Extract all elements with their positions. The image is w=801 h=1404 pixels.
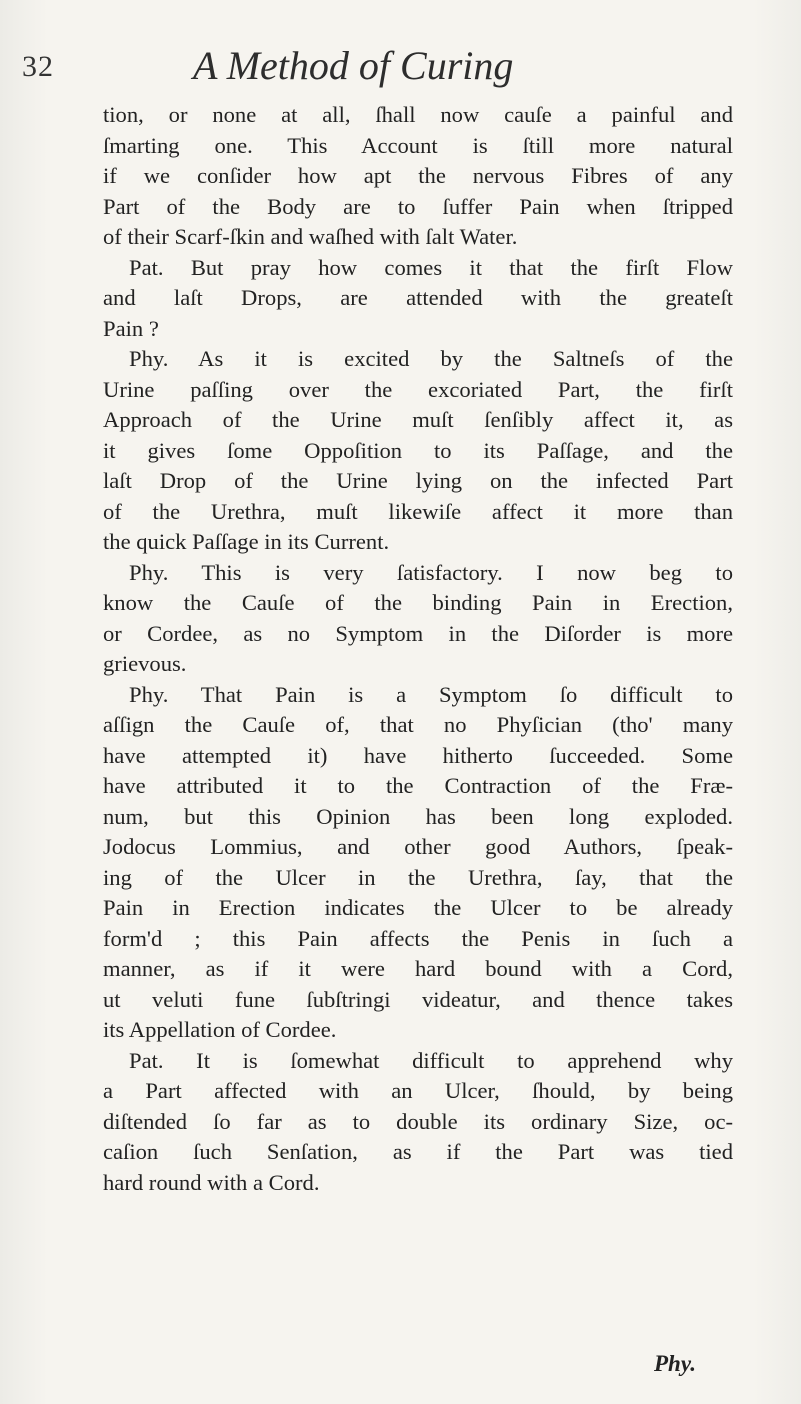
text-line: aſſign the Cauſe of, that no Phyſician (tho' many [103,712,733,737]
text-line: ut veluti fune ſubſtringi videatur, and thence takes [103,986,733,1012]
text-line: tion, or none at all, ſhall now cauſe a painful and [103,102,733,127]
text-line: if we conſider how apt the nervous Fibres of any [103,163,733,188]
page-number: 32 [22,50,54,83]
text-line: ing of the Ulcer in the Urethra, ſay, that the [103,864,733,890]
text-line: Phy. This is very ſatisfactory. I now beg to [129,559,733,585]
text-line: a Part affected with an Ulcer, ſhould, by being [103,1078,733,1103]
text-line: Pain in Erection indicates the Ulcer to be already [103,895,733,920]
text-line: ſmarting one. This Account is ſtill more natural [103,132,733,158]
text-line: laſt Drop of the Urine lying on the infected Part [103,468,733,493]
text-line: of their Scarf-ſkin and waſhed with ſalt Water. [103,224,518,249]
text-line: Pat. But pray how comes it that the firſt Flow [129,254,733,280]
text-line: Pain ? [103,315,159,341]
text-line: manner, as if it were hard bound with a Cord, [103,956,733,981]
text-line: Jodocus Lommius, and other good Authors, ſpeak- [103,834,733,859]
text-line: diſtended ſo far as to double its ordinary Size, oc- [103,1108,733,1134]
text-line: Approach of the Urine muſt ſenſibly affect it, as [103,407,733,432]
text-line: form'd ; this Pain affects the Penis in ſuch a [103,925,733,951]
text-line: Phy. As it is excited by the Saltneſs of the [129,346,733,371]
text-line: Pat. It is ſomewhat difficult to apprehend why [129,1047,733,1073]
text-line: and laſt Drops, are attended with the greateſt [103,285,733,310]
running-head: A Method of Curing [193,43,514,88]
text-line: it gives ſome Oppoſition to its Paſſage, and the [103,437,733,463]
text-line: of the Urethra, muſt likewiſe affect it more than [103,498,733,524]
text-line: Urine paſſing over the excoriated Part, the firſt [103,376,733,402]
catchword: Phy. [654,1351,696,1376]
text-line: its Appellation of Cordee. [103,1017,337,1042]
text-line: Part of the Body are to ſuffer Pain when ſtripped [103,193,733,219]
text-line: know the Cauſe of the binding Pain in Erection, [103,590,733,615]
text-line: num, but this Opinion has been long exploded. [103,803,733,829]
text-line: hard round with a Cord. [103,1169,320,1195]
text-line: or Cordee, as no Symptom in the Diſorder is more [103,620,733,646]
text-line: grievous. [103,651,187,676]
text-line: the quick Paſſage in its Current. [103,529,390,554]
body-text [103,100,733,1198]
text-line: have attributed it to the Contraction of the Fræ- [103,773,733,798]
text-line: Phy. That Pain is a Symptom ſo difficult to [129,681,733,707]
text-line: have attempted it) have hitherto ſucceeded. Some [103,742,733,768]
text-line: caſion ſuch Senſation, as if the Part was tied [103,1139,733,1164]
